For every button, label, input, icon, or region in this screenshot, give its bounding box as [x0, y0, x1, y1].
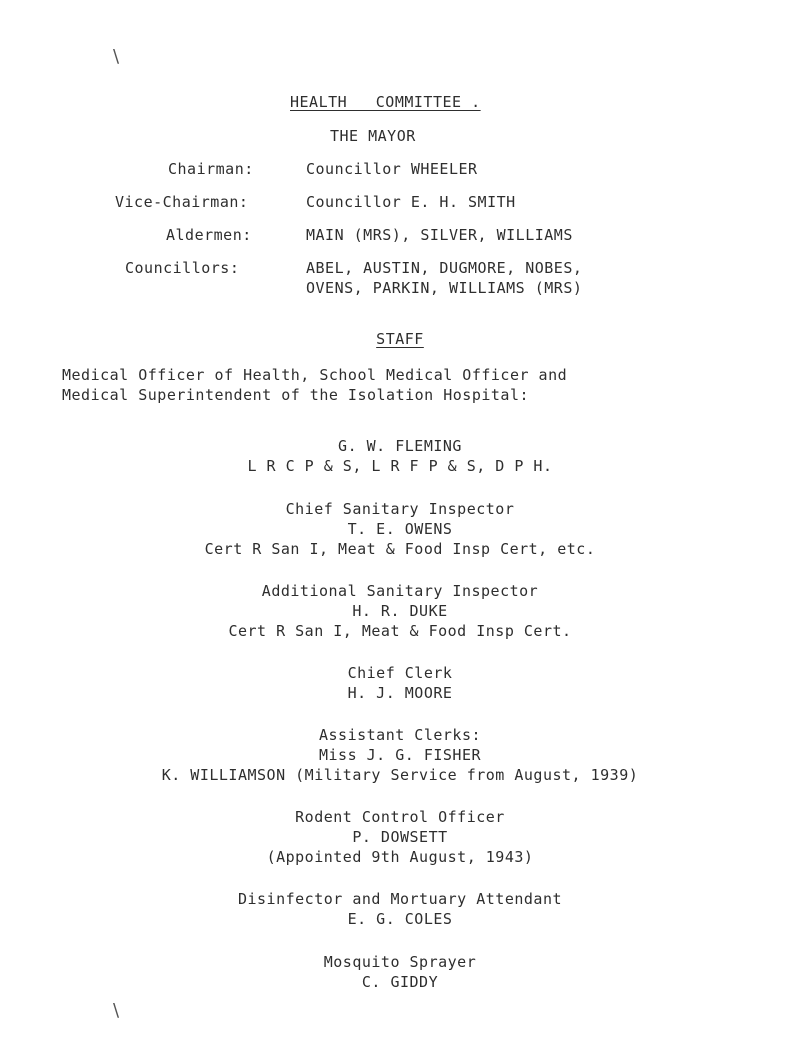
asi-title: Additional Sanitary Inspector	[261, 582, 539, 600]
rodent-officer-note: (Appointed 9th August, 1943)	[266, 848, 534, 866]
disinfector-title: Disinfector and Mortuary Attendant	[237, 890, 563, 908]
rodent-officer-name: P. DOWSETT	[352, 828, 448, 846]
chief-clerk-name: H. J. MOORE	[347, 684, 453, 702]
mayor-line: THE MAYOR	[330, 127, 416, 145]
moh-title-line-1: Medical Officer of Health, School Medical Officer and	[62, 366, 568, 384]
document-title: HEALTH COMMITTEE .	[290, 93, 481, 111]
asi-qualifications: Cert R San I, Meat & Food Insp Cert.	[228, 622, 572, 640]
aldermen-value: MAIN (MRS), SILVER, WILLIAMS	[306, 226, 573, 244]
moh-name: G. W. FLEMING	[338, 437, 462, 455]
chief-clerk-title: Chief Clerk	[347, 664, 453, 682]
councillors-line-1: ABEL, AUSTIN, DUGMORE, NOBES,	[306, 259, 583, 277]
councillors-line-2: OVENS, PARKIN, WILLIAMS (MRS)	[306, 279, 583, 297]
councillors-label: Councillors:	[125, 259, 240, 277]
chairman-value: Councillor WHEELER	[306, 160, 478, 178]
mosquito-sprayer-title: Mosquito Sprayer	[323, 953, 477, 971]
assistant-clerks-title: Assistant Clerks:	[318, 726, 482, 744]
moh-title-line-2: Medical Superintendent of the Isolation Hospital:	[62, 386, 530, 404]
mosquito-sprayer-name: C. GIDDY	[361, 973, 439, 991]
check-mark-icon: \	[113, 1000, 120, 1021]
csi-title: Chief Sanitary Inspector	[285, 500, 515, 518]
asi-name: H. R. DUKE	[352, 602, 448, 620]
disinfector-name: E. G. COLES	[347, 910, 453, 928]
rodent-officer-title: Rodent Control Officer	[295, 808, 505, 826]
vice-chairman-label: Vice-Chairman:	[115, 193, 249, 211]
aldermen-label: Aldermen:	[166, 226, 252, 244]
moh-qualifications: L R C P & S, L R F P & S, D P H.	[247, 457, 553, 475]
vice-chairman-value: Councillor E. H. SMITH	[306, 193, 516, 211]
check-mark-icon: \	[113, 46, 120, 67]
chairman-label: Chairman:	[168, 160, 254, 178]
staff-heading: STAFF	[376, 330, 424, 348]
csi-name: T. E. OWENS	[347, 520, 453, 538]
assistant-clerk-name-2: K. WILLIAMSON (Military Service from August, 1939)	[161, 766, 639, 784]
csi-qualifications: Cert R San I, Meat & Food Insp Cert, etc.	[204, 540, 596, 558]
assistant-clerk-name-1: Miss J. G. FISHER	[318, 746, 482, 764]
